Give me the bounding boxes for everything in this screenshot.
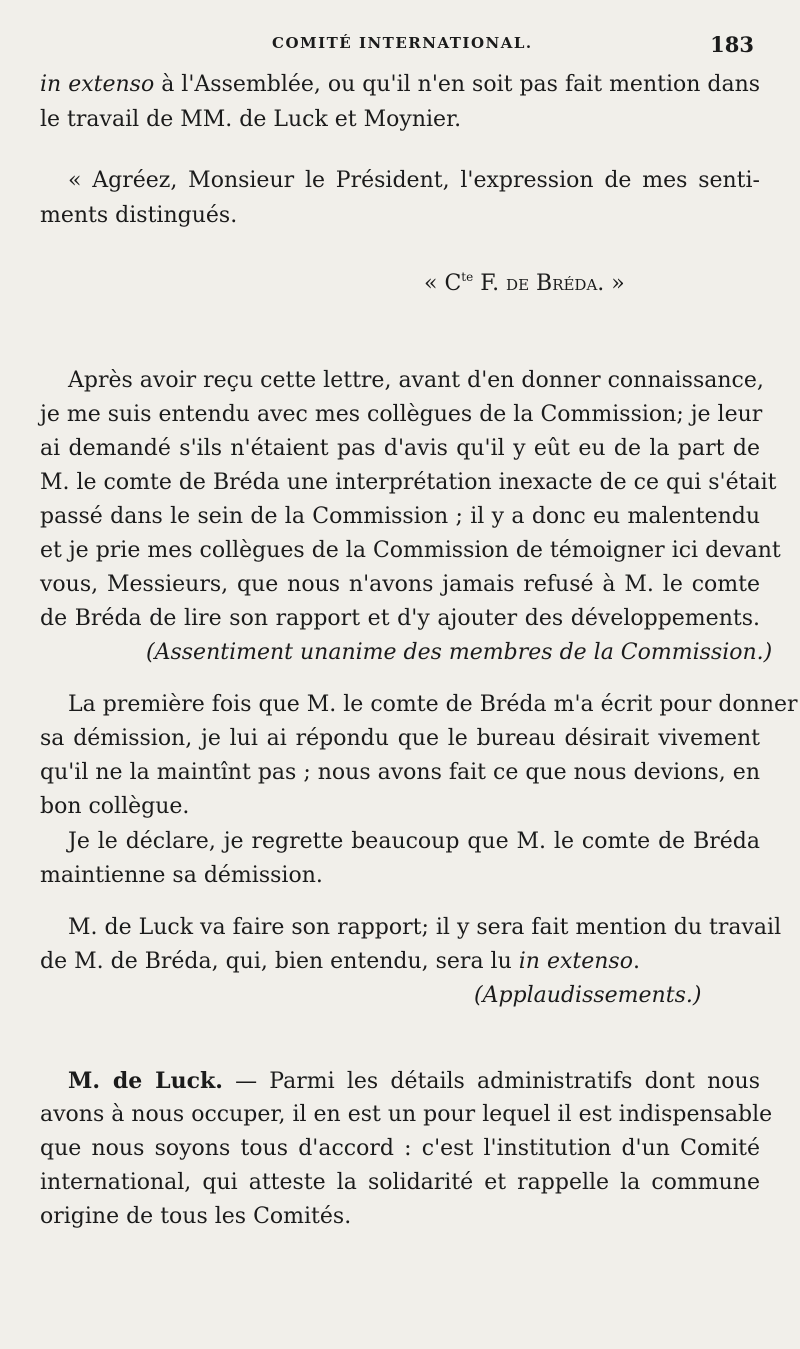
text-line: ai demandé s'ils n'étaient pas d'avis qu'il y eût eu de la part de	[40, 436, 760, 461]
stage-direction-text: (Applaudissements.)	[474, 983, 702, 1008]
page-header	[0, 34, 800, 60]
text-line: le travail de MM. de Luck et Moynier.	[40, 107, 462, 132]
text-line: maintienne sa démission.	[40, 863, 323, 888]
running-title: COMITÉ INTERNATIONAL.	[272, 34, 533, 52]
stage-direction	[146, 638, 773, 668]
line-text: — Parmi les détails administratifs dont nous	[222, 1069, 760, 1094]
line-text: .	[632, 949, 640, 974]
signature-name: F. de Bréda. »	[473, 271, 625, 296]
text-line: international, qui atteste la solidarité et rappelle la commune	[40, 1170, 760, 1195]
stage-direction	[474, 981, 714, 1011]
text-line: Après avoir reçu cette lettre, avant d'en donner connaissance,	[68, 368, 764, 393]
text-line: M. de Luck va faire son rapport; il y sera fait mention du travail	[68, 915, 782, 940]
text-line: « Agréez, Monsieur le Président, l'expression de mes senti-	[68, 168, 760, 193]
text-line: Je le déclare, je regrette beaucoup que M. le comte de Bréda	[68, 829, 760, 854]
text-line	[40, 947, 760, 977]
text-line: M. le comte de Bréda une interprétation inexacte de ce qui s'était	[40, 470, 777, 495]
text-line: je me suis entendu avec mes collègues de la Commission; je leur	[40, 402, 763, 427]
text-line: vous, Messieurs, que nous n'avons jamais refusé à M. le comte	[40, 572, 760, 597]
text-line: que nous soyons tous d'accord : c'est l'institution d'un Comité	[40, 1136, 760, 1161]
text-line: qu'il ne la maintînt pas ; nous avons fait ce que nous devions, en	[40, 760, 760, 785]
text-line: avons à nous occuper, il en est un pour lequel il est indispensable	[40, 1102, 773, 1127]
signature-prefix: « C	[424, 271, 462, 296]
signature	[424, 262, 694, 299]
text-line: sa démission, je lui ai répondu que le bureau désirait vivement	[40, 726, 760, 751]
text-line: origine de tous les Comités.	[40, 1204, 352, 1229]
signature-sup: te	[461, 270, 474, 284]
text-line: bon collègue.	[40, 794, 190, 819]
line-text: de M. de Bréda, qui, bien entendu, sera lu	[40, 949, 519, 974]
italic-phrase: in extenso	[40, 72, 155, 97]
italic-phrase: in extenso	[518, 949, 633, 974]
speaker-name: M. de Luck.	[68, 1068, 223, 1094]
text-line: ments distingués.	[40, 203, 238, 228]
text-line: passé dans le sein de la Commission ; il y a donc eu malentendu	[40, 504, 760, 529]
text-line: de Bréda de lire son rapport et d'y ajouter des développements.	[40, 606, 760, 631]
page-number: 183	[710, 32, 754, 57]
text-line	[40, 70, 760, 100]
line-text: à l'Assemblée, ou qu'il n'en soit pas fait mention dans	[154, 72, 761, 97]
text-line	[68, 1066, 760, 1097]
text-line: La première fois que M. le comte de Bréda m'a écrit pour donner	[68, 692, 798, 717]
stage-direction-text: (Assentiment unanime des membres de la Commission.)	[146, 640, 773, 665]
text-line: et je prie mes collègues de la Commission de témoigner ici devant	[40, 538, 781, 563]
